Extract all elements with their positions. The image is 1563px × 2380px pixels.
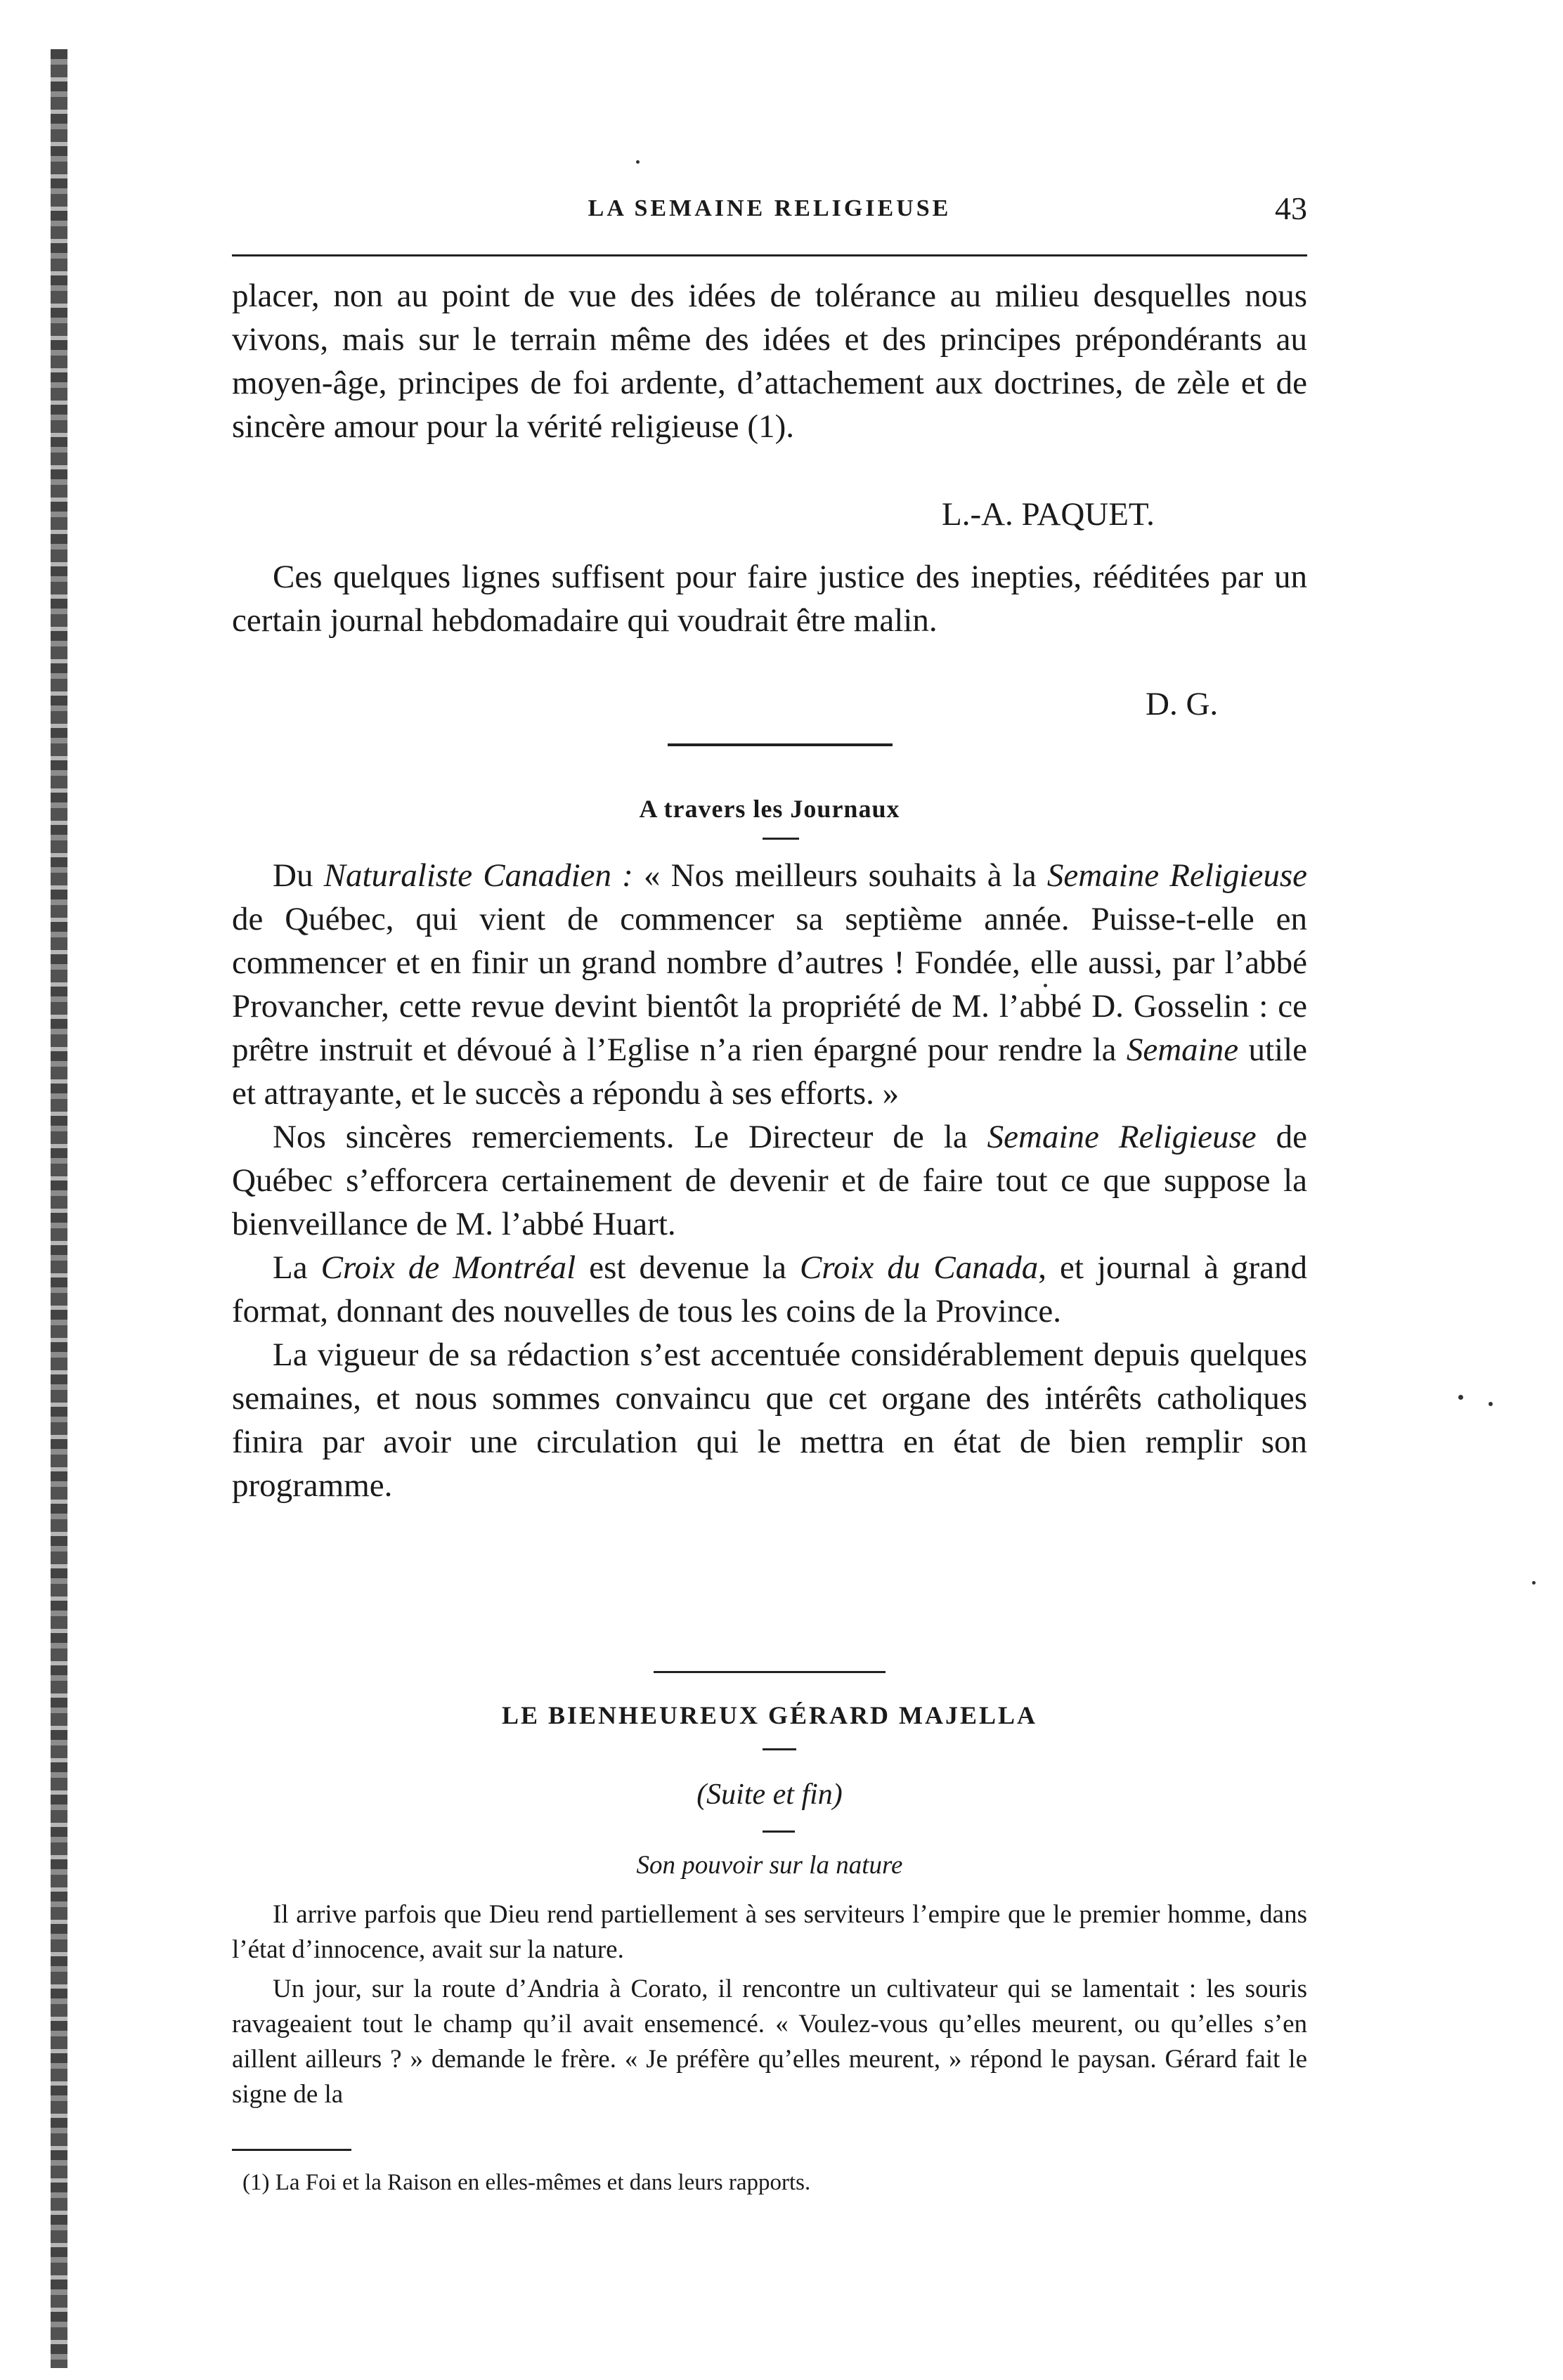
p3-text-a: La (273, 1249, 321, 1286)
p2-text-a: Nos sincères remerciements. Le Directeur de la (273, 1119, 987, 1155)
subtitle-suite: (Suite et fin) (696, 1779, 843, 1811)
scan-speck (1458, 1395, 1463, 1400)
header-rule (232, 254, 1307, 256)
journaux-paragraph-4: La vigueur de sa rédaction s’est accentuée considérablement depuis quelques semaines, et nous sommes convaincu que cet organe des intérêts catholiques finira par avoir une circulation qui le mettra en état de bien remplir son programme. (232, 1337, 1307, 1504)
journaux-paragraph-2 (232, 1115, 1307, 1246)
p1-text-c: utile et attrayante, et le succès a répondu à ses efforts. » (232, 1032, 1307, 1112)
title-semaine-religieuse: Semaine Religieuse (987, 1119, 1257, 1155)
scan-speck (636, 160, 640, 164)
signature-dg: D. G. (1146, 686, 1219, 722)
title-croix-canada: Croix du Canada (800, 1249, 1039, 1286)
subtitle-dash (763, 1830, 795, 1833)
intro-paragraph: placer, non au point de vue des idées de tolérance au milieu desquelles nous vivons, mais sur le terrain même des idées et des principes prépondérants au moyen-âge, principes de foi ardente, d’attachement aux doctrines, de zèle et de sincère amour pour la vérité religieuse (1). (232, 278, 1307, 445)
heading-journaux: A travers les Journaux (639, 795, 900, 823)
gerard-paragraph-2: Un jour, sur la route d’Andria à Corato, il rencontre un cultivateur qui se lamentait : les souris ravageaient tout le champ qu’il avait ensemencé. « Voulez-vous qu’elles meurent, ou qu’elles s’en aillent ailleurs ? » demande le frère. « Je préfère qu’elles meurent, » répond le paysan. Gérard fait le signe de la (232, 1975, 1307, 2109)
title-semaine: Semaine Religieuse (1046, 857, 1307, 894)
heading-gerard: LE BIENHEUREUX GÉRARD MAJELLA (501, 1701, 1038, 1729)
scan-speck (1532, 1581, 1536, 1585)
footnote-rule (232, 2149, 351, 2151)
note-block (232, 555, 1307, 642)
title-croix-montreal: Croix de Montréal (320, 1249, 576, 1286)
journal-title: LA SEMAINE RELIGIEUSE (588, 195, 952, 221)
journaux-block (232, 854, 1307, 1507)
section-pouvoir: Son pouvoir sur la nature (636, 1851, 903, 1880)
heading-dash (763, 838, 799, 840)
p1-lead: Du (273, 857, 324, 894)
intro-paragraph-block (232, 274, 1307, 448)
scan-speck (1489, 1402, 1493, 1406)
footnote: (1) La Foi et la Raison en elles-mêmes et dans leurs rapports. (242, 2170, 811, 2195)
section-divider (668, 743, 893, 746)
gerard-paragraph-1: Il arrive parfois que Dieu rend partiellement à ses serviteurs l’empire que le premier homme, dans l’état d’innocence, avait sur la nature. (232, 1900, 1307, 1964)
signature-paquet: L.-A. PAQUET. (942, 496, 1155, 533)
p2-text-b: de Québec s’efforcera certainement de devenir et de faire tout ce que suppose la bienveillance de M. l’abbé Huart. (232, 1119, 1307, 1242)
p3-text-c: , et journal à grand format, donnant des nouvelles de tous les coins de la Province. (232, 1249, 1308, 1329)
p3-text-b: est devenue la (576, 1249, 800, 1286)
running-head (232, 190, 1307, 232)
heading-dash-2 (763, 1748, 796, 1750)
page-number: 43 (1275, 190, 1307, 226)
title-semaine-short: Semaine (1126, 1032, 1239, 1068)
section-divider-2 (654, 1671, 886, 1673)
gerard-block (232, 1897, 1307, 2112)
p1-text-a: « Nos meilleurs souhaits à la (633, 857, 1047, 894)
note-paragraph: Ces quelques lignes suffisent pour faire justice des inepties, rééditées par un certain journal hebdomadaire qui voudrait être malin. (232, 559, 1307, 639)
p1-text-b: de Québec, qui vient de commencer sa septième année. Puisse-t-elle en commencer et en finir un grand nombre d’autres ! Fondée, elle aussi, par l’abbé Provancher, cette revue devint bientôt la propriété de M. l’abbé D. Gosselin : ce prêtre instruit et dévoué à l’Eglise n’a rien épargné pour rendre la (232, 901, 1307, 1068)
source-naturaliste: Naturaliste Canadien : (323, 857, 633, 894)
scan-edge-artifact (51, 49, 67, 2368)
journaux-paragraph-3 (232, 1246, 1307, 1333)
journaux-paragraph-1 (232, 854, 1307, 1115)
